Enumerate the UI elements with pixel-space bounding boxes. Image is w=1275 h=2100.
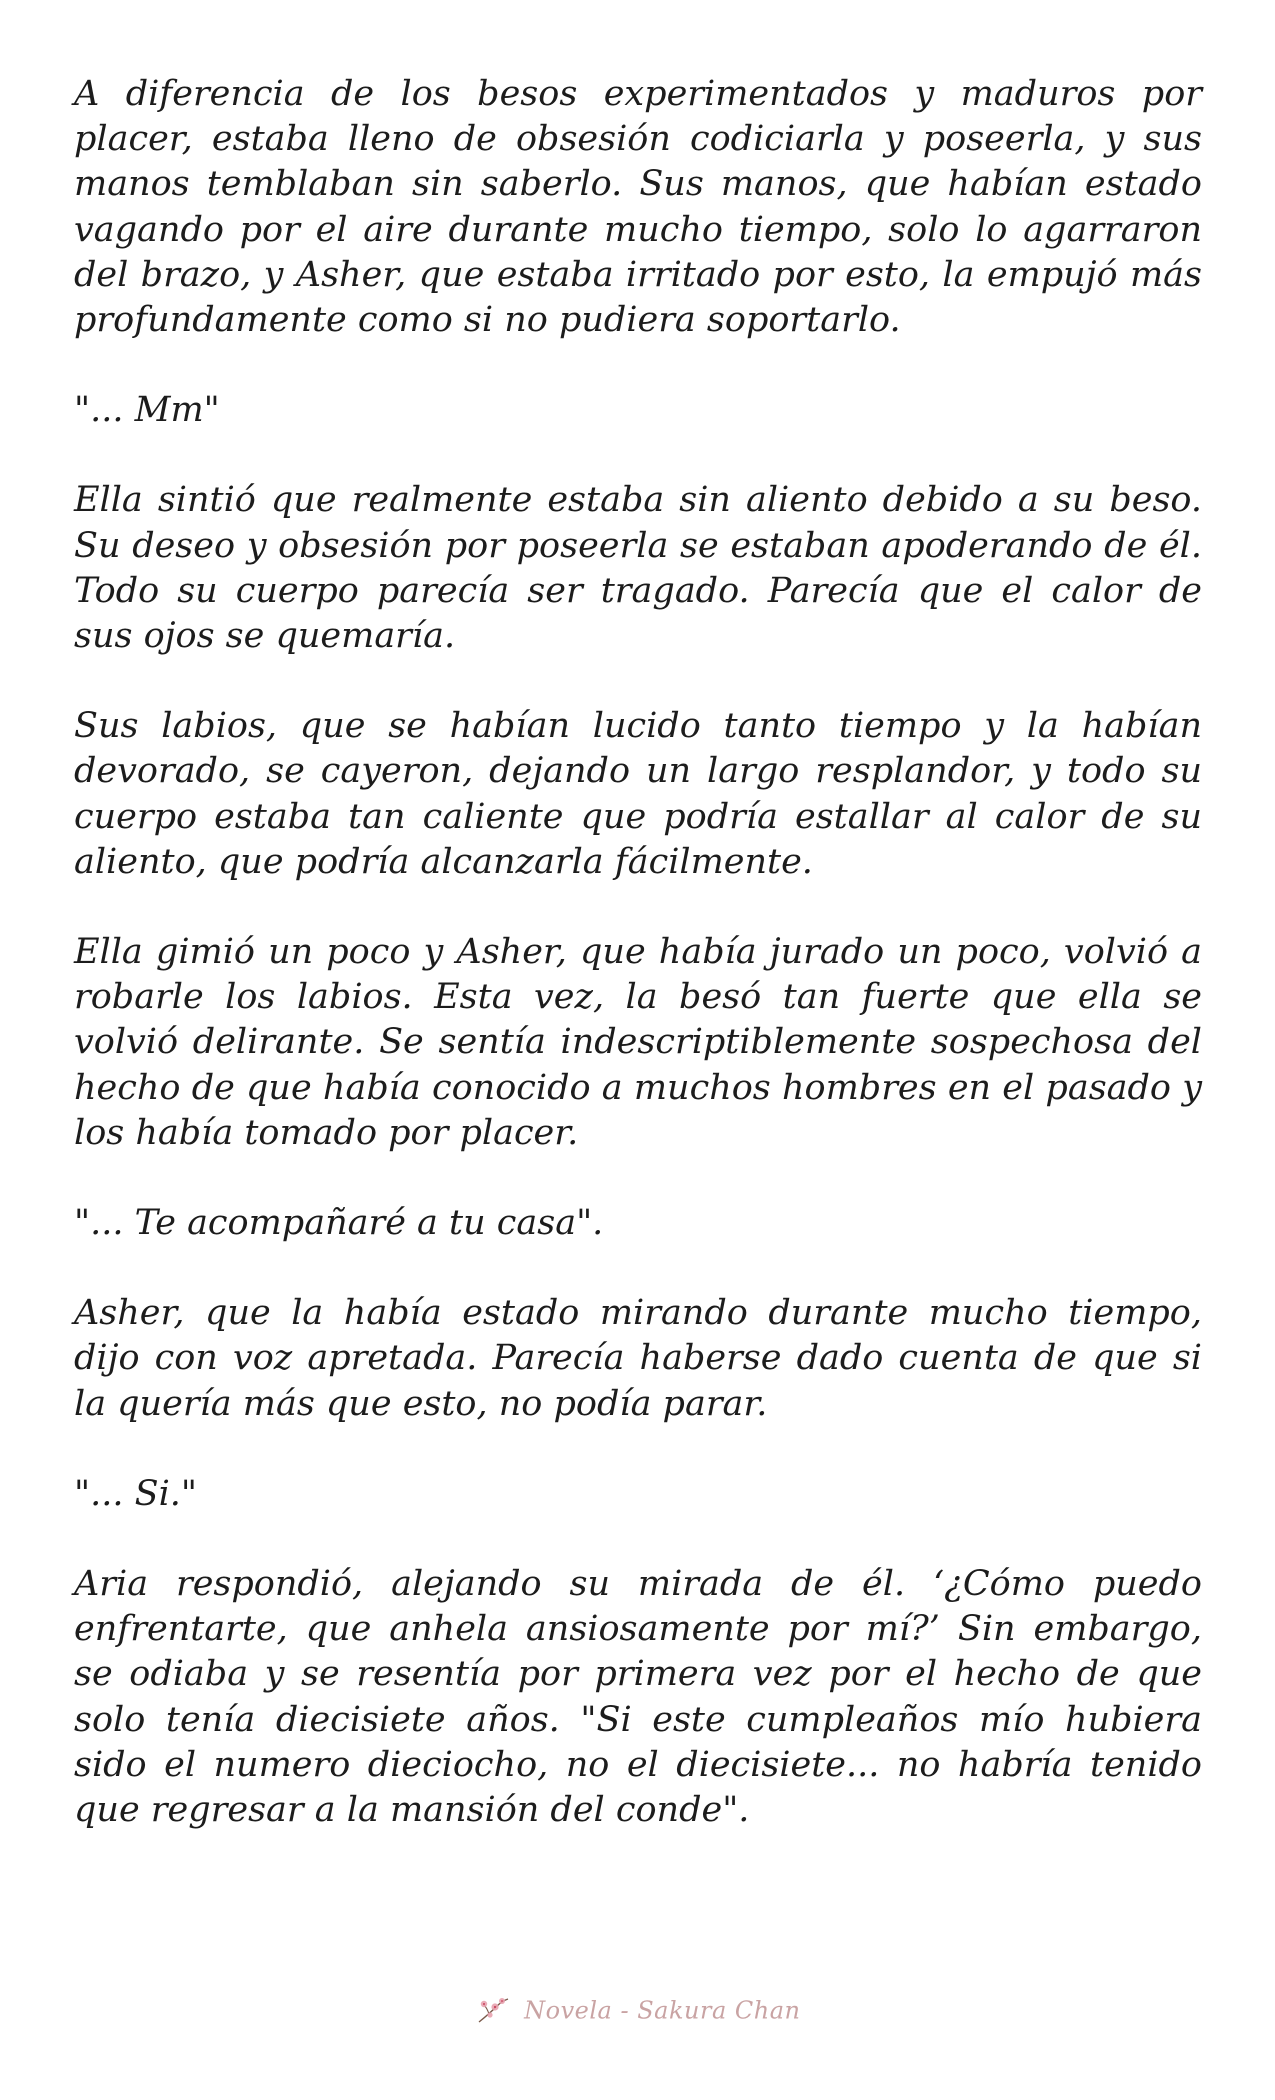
cherry-blossom-icon: [475, 1996, 511, 2026]
paragraph-3: Ella sintió que realmente estaba sin aliento debido a su beso. Su deseo y obsesión por poseerla se estaban apoderando de él. Todo su cuerpo parecía ser tragado. Parecía que el calor de sus ojos se quemaría.: [74, 480, 1202, 657]
footer-watermark: [0, 1995, 1275, 2026]
paragraph-7: Asher, que la había estado mirando durante mucho tiempo, dijo con voz apretada. Parecía haberse dado cuenta de que si la quería más que esto, no podía parar.: [74, 1293, 1202, 1424]
paragraph-5: Ella gimió un poco y Asher, que había jurado un poco, volvió a robarle los labios. Esta vez, la besó tan fuerte que ella se volvió delirante. Se sentía indescriptiblemente sospechosa del hecho de que había conocido a muchos hombres en el pasado y los había tomado por placer.: [74, 932, 1202, 1153]
paragraph-4: Sus labios, que se habían lucido tanto tiempo y la habían devorado, se cayeron, dejando un largo resplandor, y todo su cuerpo estaba tan caliente que podría estallar al calor de su aliento, que podría alcanzarla fácilmente.: [74, 706, 1202, 882]
footer-credit: Novela - Sakura Chan: [524, 1996, 801, 2025]
dialogue-si: "... Si.": [74, 1473, 197, 1514]
dialogue-casa: "... Te acompañaré a tu casa".: [74, 1203, 604, 1244]
dialogue-mm: "... Mm": [74, 390, 220, 431]
paragraph-1: A diferencia de los besos experimentados y maduros por placer, estaba lleno de obsesión codiciarla y poseerla, y sus manos temblaban sin saberlo. Sus manos, que habían estado vagando por el aire durante mucho tiempo, solo lo agarraron del brazo, y Asher, que estaba irritado por esto, la empujó más profundamente como si no pudiera soportarlo.: [74, 74, 1202, 341]
paragraph-9: Aria respondió, alejando su mirada de él. ‘¿Cómo puedo enfrentarte, que anhela ansiosamente por mí?’ Sin embargo, se odiaba y se resentía por primera vez por el hecho de que solo tenía diecisiete años. "Si este cumpleaños mío hubiera sido el numero dieciocho, no el diecisiete... no habría tenido que regresar a la mansión del conde".: [74, 1564, 1202, 1831]
novel-page: [74, 72, 1202, 1878]
